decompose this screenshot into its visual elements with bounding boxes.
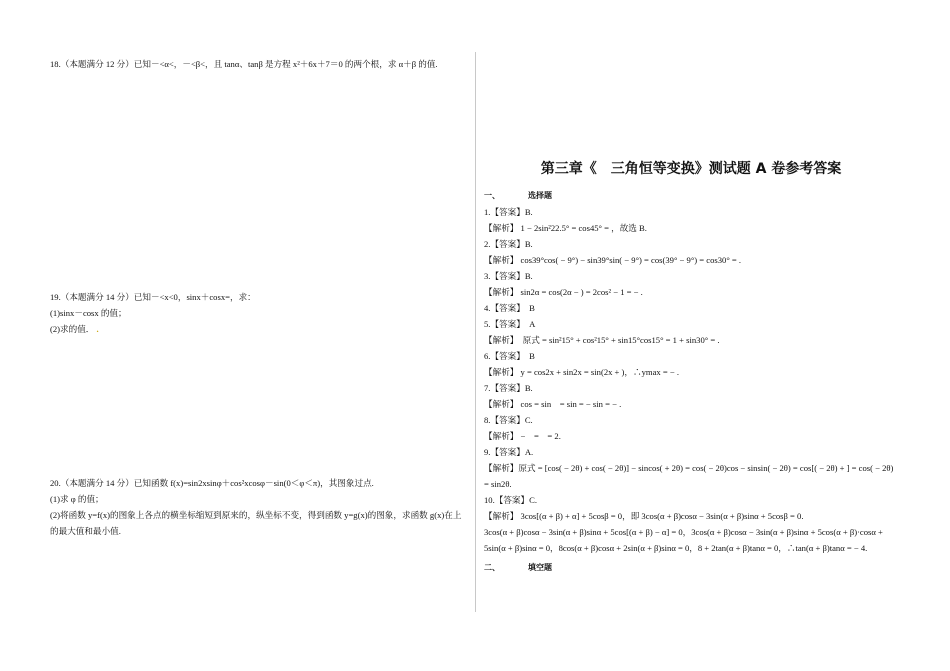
answer-body [484,188,898,576]
highlight-dot-icon: . [94,324,99,334]
answer-line: 4.【答案】 B [484,303,535,313]
analysis-line: 【解析】 cos39°cos( − 9°) − sin39°sin( − 9°) = cos(39° − 9°) = cos30° = . [484,255,742,265]
question-20 [50,475,468,539]
q19-stem: 19.（本题满分 14 分）已知－<x<0，sinx＋cosx=，求： [50,292,256,302]
answer-line: 5.【答案】 A [484,319,536,329]
answer-line: 1.【答案】B. [484,207,533,217]
answer-line: 6.【答案】 B [484,351,535,361]
analysis-line: 【解析】 1 − 2sin²22.5° = cos45° = ，故选 B. [484,223,647,233]
answer-line: 10.【答案】C. [484,495,537,505]
q19-part1: (1)sinx－cosx 的值； [50,308,127,318]
answer-line: 8.【答案】C. [484,415,533,425]
q19-part2: (2)求的值． . [50,324,99,334]
answer-line: 3.【答案】B. [484,271,533,281]
analysis-line: 【解析】原式 = [cos( − 2θ) + cos( − 2θ)] − sincos( + 2θ) = cos( − 2θ)cos − sinsin( − 2θ) = cos[( − 2θ) + ] = cos( − 2θ) = sin2θ. [484,463,894,489]
analysis-line: 【解析】 sin2α = cos(2α − ) = 2cos² − 1 = − . [484,287,643,297]
analysis-line: 【解析】 cos = sin = sin = − sin = − . [484,399,622,409]
q20-part1: (1)求 φ 的值； [50,494,104,504]
question-18 [50,56,468,72]
q20-part2: (2)将函数 y=f(x)的图象上各点的横坐标缩短到原来的，纵坐标不变，得到函数 y=g(x)的图象，求函数 g(x)在上的最大值和最小值. [50,510,462,536]
analysis-line: 5sin(α + β)sinα = 0，8cos(α + β)cosα + 2sin(α + β)sinα = 0，8 + 2tan(α + β)tanα = 0，∴tan(α + β)tanα = − 4. [484,543,868,553]
answer-line: 2.【答案】B. [484,239,533,249]
question-19 [50,289,468,337]
section-heading-fill: 二、 填空题 [484,563,552,572]
column-divider [475,52,476,612]
answer-line: 9.【答案】A. [484,447,534,457]
analysis-line: 3cos(α + β)cosα − 3sin(α + β)sinα + 5cos[(α + β) − α] = 0，3cos(α + β)cosα − 3sin(α + β)sinα + 5cos(α + β)·cosα + [484,527,883,537]
q20-stem: 20.（本题满分 14 分）已知函数 f(x)=sin2xsinφ＋cos²xcosφ－sin(0＜φ＜π)，其图象过点. [50,478,374,488]
answer-line: 7.【答案】B. [484,383,533,393]
q18-text: 18.（本题满分 12 分）已知－<α<，－<β<，且 tanα、tanβ 是方程 x²＋6x＋7＝0 的两个根，求 α＋β 的值. [50,59,438,69]
analysis-line: 【解析】 原式 = sin²15° + cos²15° + sin15°cos15° = 1 + sin30° = . [484,335,720,345]
analysis-line: 【解析】 − = = 2. [484,431,561,441]
analysis-line: 【解析】 y = cos2x + sin2x = sin(2x + )，∴ymax = − . [484,367,679,377]
answer-title: 第三章《 三角恒等变换》测试题 A 卷参考答案 [540,161,842,177]
analysis-line: 【解析】 3cos[(α + β) + α] + 5cosβ = 0，即 3cos(α + β)cosα − 3sin(α + β)sinα + 5cosβ = 0. [484,511,804,521]
section-heading-choice: 一、 选择题 [484,191,552,200]
